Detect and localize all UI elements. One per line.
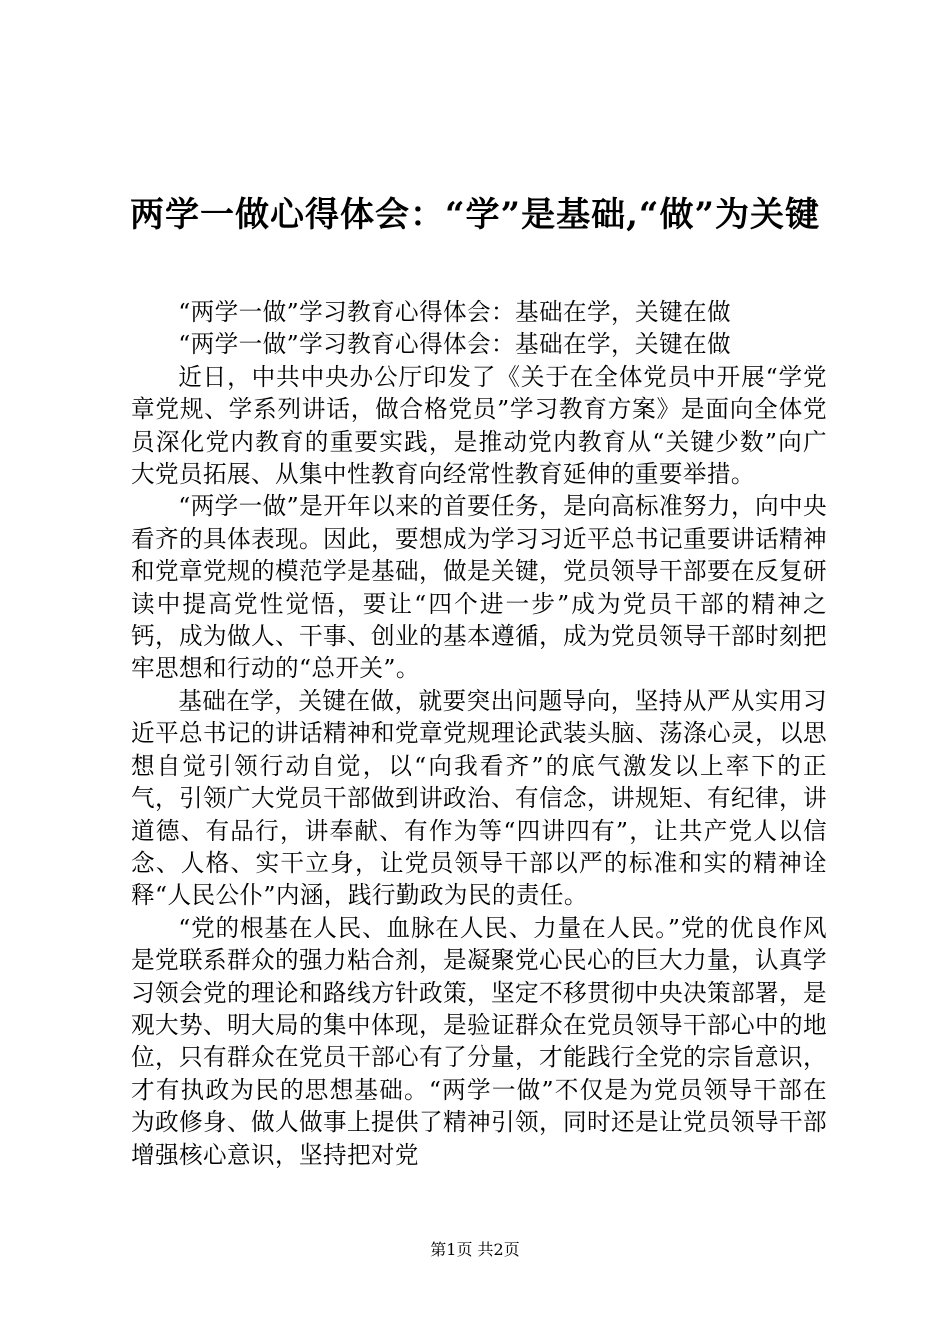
subtitle-line: “两学一做”学习教育心得体会：基础在学，关键在做 [178, 330, 731, 359]
body-paragraph: 近日，中共中央办公厅印发了《关于在全体党员中开展“学党章党规、学系列讲话，做合格党员”学习教育方案》是面向全体党员深化党内教育的重要实践，是推动党内教育从“关键少数”向广大党员拓展、从集中性教育向经常性教育延伸的重要举措。 [131, 362, 827, 489]
subtitle-line: “两学一做”学习教育心得体会：基础在学，关键在做 [178, 298, 731, 326]
document-body [131, 296, 827, 1171]
body-paragraph: 基础在学，关键在做，就要突出问题导向，坚持从严从实用习近平总书记的讲话精神和党章党规理论武装头脑、荡涤心灵，以思想自觉引领行动自觉，以“向我看齐”的底气激发以上率下的正气，引领广大党员干部做到讲政治、有信念，讲规矩、有纪律，讲道德、有品行，讲奉献、有作为等“四讲四有”，让共产党人以信念、人格、实干立身，让党员领导干部以严的标准和实的精神诠释“人民公仆”内涵，践行勤政为民的责任。 [131, 686, 827, 910]
document-title: 两学一做心得体会：“学”是基础,“做”为关键 [129, 195, 821, 235]
body-paragraph: “党的根基在人民、血脉在人民、力量在人民。”党的优良作风是党联系群众的强力粘合剂，是凝聚党心民心的巨大力量，认真学习领会党的理论和路线方针政策，坚定不移贯彻中央决策部署，是观大势、明大局的集中体现，是验证群众在党员领导干部心中的地位，只有群众在党员干部心有了分量，才能践行全党的宗旨意识，才有执政为民的思想基础。“两学一做”不仅是为党员领导干部在为政修身、做人做事上提供了精神引领，同时还是让党员领导干部增强核心意识，坚持把对党 [131, 913, 827, 1169]
page-footer: 第1页 共2页 [430, 1240, 520, 1259]
body-paragraph: “两学一做”是开年以来的首要任务，是向高标准努力，向中央看齐的具体表现。因此，要想成为学习习近平总书记重要讲话精神和党章党规的模范学是基础，做是关键，党员领导干部要在反复研读中提高党性觉悟，要让“四个进一步”成为党员干部的精神之钙，成为做人、干事、创业的基本遵循，成为党员领导干部时刻把牢思想和行动的“总开关”。 [131, 492, 827, 683]
